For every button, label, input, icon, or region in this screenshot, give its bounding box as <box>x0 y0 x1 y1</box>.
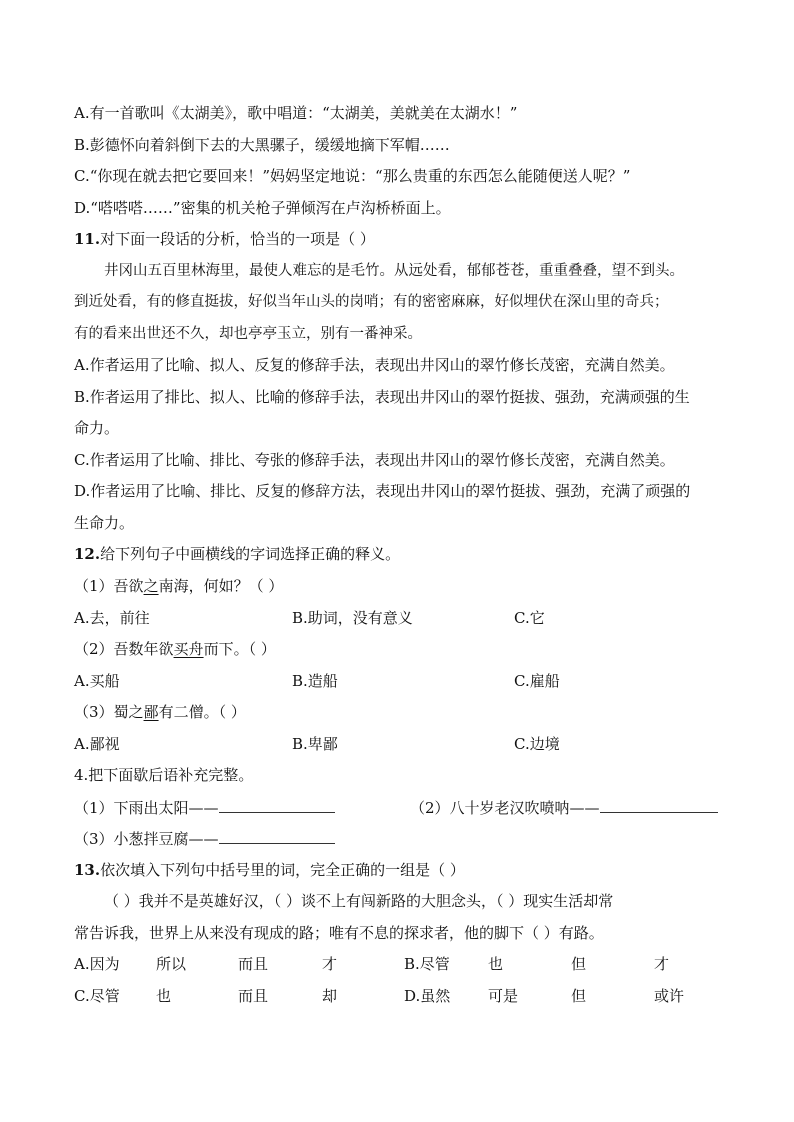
q11-passage-line-3: 有的看来出世还不久，却也亭亭玉立，别有一番神采。 <box>74 326 422 342</box>
q12-item-3-post: 有二僧。（ ） <box>158 703 246 721</box>
q13-sentence-line-1: （ ）我并不是英雄好汉，（ ）谈不上有闯新路的大胆念头，（ ）现实生活却常 <box>104 892 614 910</box>
q4-item-3 <box>74 828 335 849</box>
q4-item-2-text: （2）八十岁老汉吹喷呐—— <box>410 799 600 817</box>
q4-item-1-blank[interactable] <box>219 797 335 813</box>
q13-option-b-word-3: 但 <box>571 955 587 973</box>
q11-number: 11. <box>74 230 101 248</box>
q13-stem-text: 依次填入下列句中括号里的词，完全正确的一组是（ ） <box>100 861 465 879</box>
q13-option-d-word-2: 可是 <box>488 987 519 1005</box>
q10-option-a: A.有一首歌叫《太湖美》，歌中唱道：“太湖美，美就美在太湖水！” <box>74 104 518 122</box>
q12-item-2 <box>74 639 728 659</box>
q13-option-d-word-3: 但 <box>571 987 587 1005</box>
q13-option-d-label: D.虽然 <box>404 987 451 1005</box>
q13-option-b-word-2: 也 <box>488 955 504 973</box>
q12-item-2-option-b: B.造船 <box>292 672 338 690</box>
q12-item-3-pre: （3）蜀之 <box>74 703 144 721</box>
q11-option-b: B.作者运用了排比、拟人、比喻的修辞手法，表现出井冈山的翠竹挺拔、强劲，充满顽强的生 <box>74 388 690 406</box>
q13-option-a-word-3: 而且 <box>238 955 269 973</box>
q12-item-2-underlined: 买舟 <box>173 640 204 658</box>
q11-option-d-cont: 生命力。 <box>74 514 135 532</box>
q11-stem-text: 对下面一段话的分析，恰当的一项是（ ） <box>100 230 375 248</box>
q12-item-3-option-b: B.卑鄙 <box>292 735 338 753</box>
q10-option-d: D.“嗒嗒嗒……”密集的机关枪子弹倾泻在卢沟桥桥面上。 <box>74 199 451 217</box>
q12-item-3 <box>74 702 728 722</box>
q11-option-d: D.作者运用了比喻、排比、反复的修辞方法，表现出井冈山的翠竹挺拔、强劲，充满了顽强的 <box>74 482 691 500</box>
q11-option-a: A.作者运用了比喻、拟人、反复的修辞手法，表现出井冈山的翠竹修长茂密，充满自然美。 <box>74 356 675 374</box>
q12-item-1-option-b: B.助词，没有意义 <box>292 609 413 627</box>
q11-passage-line-1: 井冈山五百里林海里，最使人难忘的是毛竹。从远处看，郁郁苍苍，重重叠叠，望不到头。 <box>104 263 684 279</box>
q12-stem <box>74 544 728 564</box>
q13-stem <box>74 860 728 880</box>
q11-option-c: C.作者运用了比喻、排比、夸张的修辞手法，表现出井冈山的翠竹修长茂密，充满自然美。 <box>74 451 675 469</box>
q12-item-1-option-a: A.去，前往 <box>74 609 150 627</box>
q13-option-c-label: C.尽管 <box>74 987 120 1005</box>
q13-number: 13. <box>74 861 101 879</box>
q12-item-3-underlined: 鄙 <box>143 703 159 721</box>
q12-item-1 <box>74 576 728 596</box>
q12-item-1-post: 南海，何如？（ ） <box>158 577 284 595</box>
q12-item-1-pre: （1）吾欲 <box>74 577 144 595</box>
q12-item-3-option-a: A.鄙视 <box>74 735 120 753</box>
q13-option-a-label: A.因为 <box>74 955 120 973</box>
q12-item-3-option-c: C.边境 <box>514 735 560 753</box>
q4-stem: 4.把下面歇后语补充完整。 <box>74 766 254 784</box>
q13-option-a-word-2: 所以 <box>156 955 187 973</box>
q10-option-c: C.“你现在就去把它要回来！”妈妈坚定地说：“那么贵重的东西怎么能随便送人呢？” <box>74 167 631 185</box>
q13-option-a-word-4: 才 <box>322 955 338 973</box>
q12-stem-text: 给下列句子中画横线的字词选择正确的释义。 <box>100 545 401 563</box>
q13-option-c-word-2: 也 <box>156 987 172 1005</box>
q12-item-2-pre: （2）吾数年欲 <box>74 640 174 658</box>
q4-item-2 <box>410 797 718 818</box>
q4-item-1 <box>74 797 335 818</box>
q4-item-3-text: （3）小葱拌豆腐—— <box>74 830 219 848</box>
q4-item-3-blank[interactable] <box>219 828 335 844</box>
q12-item-1-underlined: 之 <box>143 577 159 595</box>
q11-stem <box>74 229 728 249</box>
q11-passage-line-2: 到近处看，有的修直挺拔，好似当年山头的岗哨；有的密密麻麻，好似埋伏在深山里的奇兵； <box>74 294 669 310</box>
q13-sentence-line-2: 常告诉我，世界上从来没有现成的路；唯有不息的探求者，他的脚下（ ）有路。 <box>74 924 604 942</box>
q13-option-d-word-4: 或许 <box>654 987 685 1005</box>
q10-option-b: B.彭德怀向着斜倒下去的大黑骡子，缓缓地摘下军帽…… <box>74 136 450 154</box>
q13-option-c-word-4: 却 <box>322 987 338 1005</box>
q12-item-1-option-c: C.它 <box>514 609 545 627</box>
q12-number: 12. <box>74 545 101 563</box>
q11-option-b-cont: 命力。 <box>74 419 120 437</box>
q13-option-c-word-3: 而且 <box>238 987 269 1005</box>
q4-item-2-blank[interactable] <box>600 797 718 813</box>
q13-option-b-word-4: 才 <box>654 955 670 973</box>
q12-item-2-option-a: A.买船 <box>74 672 120 690</box>
q13-option-b-label: B.尽管 <box>404 955 450 973</box>
q12-item-2-post: 而下。（ ） <box>203 640 276 658</box>
q12-item-2-option-c: C.雇船 <box>514 672 560 690</box>
q4-item-1-text: （1）下雨出太阳—— <box>74 799 219 817</box>
